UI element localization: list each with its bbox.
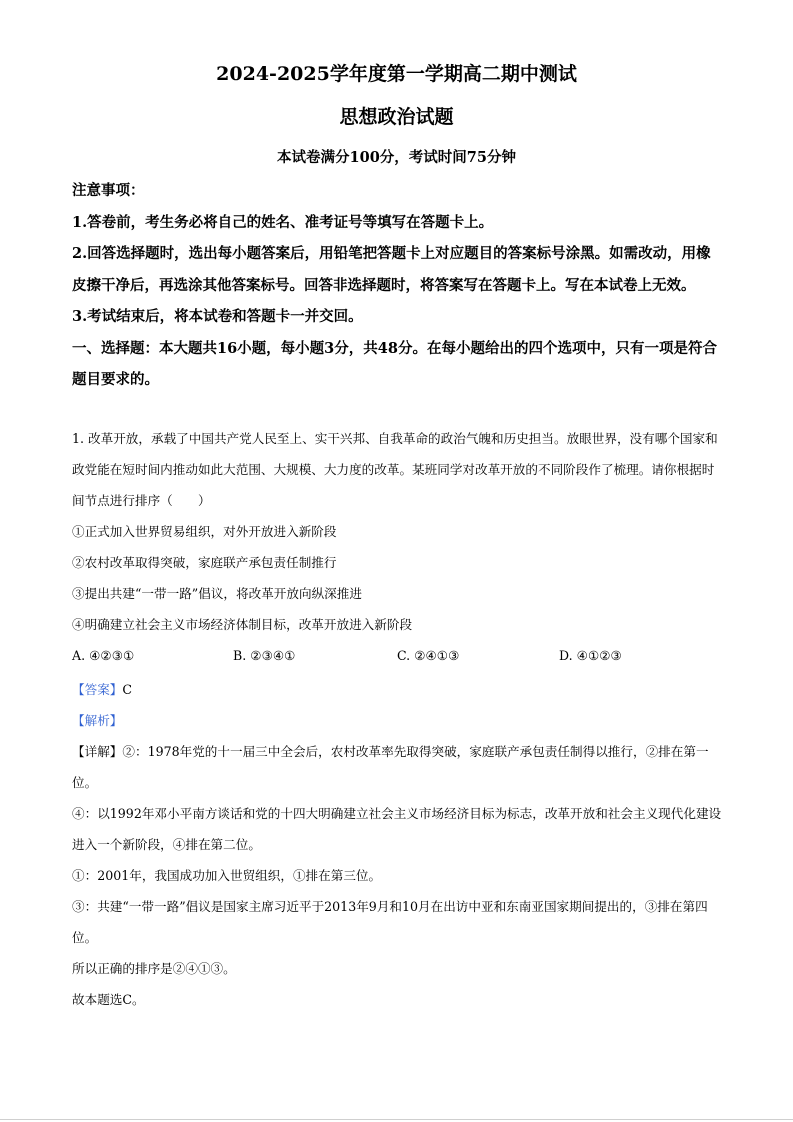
answer-line (72, 674, 724, 705)
answer-value: C (122, 682, 133, 697)
exam-info: 本试卷满分100分，考试时间75分钟 (277, 149, 516, 166)
question-stem: 1. 改革开放，承载了中国共产党人民至上、实干兴邦、自我革命的政治气魄和历史担当。放眼世界，没有哪个国家和政党能在短时间内推动如此大范围、大规模、大力度的改革。某班同学对改革开放的不同阶段作了梳理。请你根据时间节点进行排序（ ） (72, 431, 718, 508)
option-b: B. ②③④① (233, 648, 296, 663)
section-heading: 一、选择题：本大题共16小题，每小题3分，共48分。在每小题给出的四个选项中，只有一项是符合题目要求的。 (72, 339, 717, 388)
answer-analysis (72, 674, 724, 1015)
statement-1: ①正式加入世界贸易组织，对外开放进入新阶段 (72, 524, 337, 539)
option-d: D. ④①②③ (559, 648, 622, 663)
detail-tag: 【详解】 (72, 744, 123, 759)
note-item-1: 1.答卷前，考生务必将自己的姓名、准考证号等填写在答题卡上。 (72, 213, 494, 231)
detail-6: 故本题选C。 (72, 992, 145, 1007)
exam-title: 2024-2025学年度第一学期高二期中测试 (216, 63, 577, 85)
answer-tag: 【答案】 (72, 682, 123, 697)
detail-2: ④：以1992年邓小平南方谈话和党的十四大明确建立社会主义市场经济目标为标志，改革开放和社会主义现代化建设进入一个新阶段，④排在第二位。 (72, 806, 722, 852)
option-a: A. ④②③① (72, 648, 135, 663)
statement-2: ②农村改革取得突破，家庭联产承包责任制推行 (72, 555, 337, 570)
note-item-3: 3.考试结束后，将本试卷和答题卡一并交回。 (72, 308, 363, 325)
detail-1: 【详解】②：1978年党的十一届三中全会后，农村改革率先取得突破，家庭联产承包责任制得以推行，②排在第一位。 (72, 744, 709, 790)
statement-4: ④明确建立社会主义市场经济体制目标，改革开放进入新阶段 (72, 617, 413, 632)
analysis-line (72, 705, 724, 736)
page-bottom-rule (0, 1119, 793, 1120)
note-item-2: 2.回答选择题时，选出每小题答案后，用铅笔把答题卡上对应题目的答案标号涂黑。如需改动，用橡皮擦干净后，再选涂其他答案标号。回答非选择题时，将答案写在答题卡上。写在本试卷上无效。 (72, 245, 711, 294)
detail-5: 所以正确的排序是②④①③。 (72, 961, 236, 976)
analysis-tag: 【解析】 (72, 713, 123, 728)
option-c: C. ②④①③ (397, 648, 460, 663)
notes-section (72, 175, 722, 396)
statement-3: ③提出共建“一带一路”倡议，将改革开放向纵深推进 (72, 586, 362, 601)
question-1 (72, 423, 724, 640)
exam-subject: 思想政治试题 (339, 106, 454, 128)
detail-3: ①：2001年，我国成功加入世贸组织，①排在第三位。 (72, 868, 382, 883)
detail-4: ③：共建“一带一路”倡议是国家主席习近平于2013年9月和10月在出访中亚和东南亚国家期间提出的，③排在第四位。 (72, 899, 708, 945)
notes-heading: 注意事项： (72, 182, 145, 199)
answer-options (72, 640, 722, 671)
